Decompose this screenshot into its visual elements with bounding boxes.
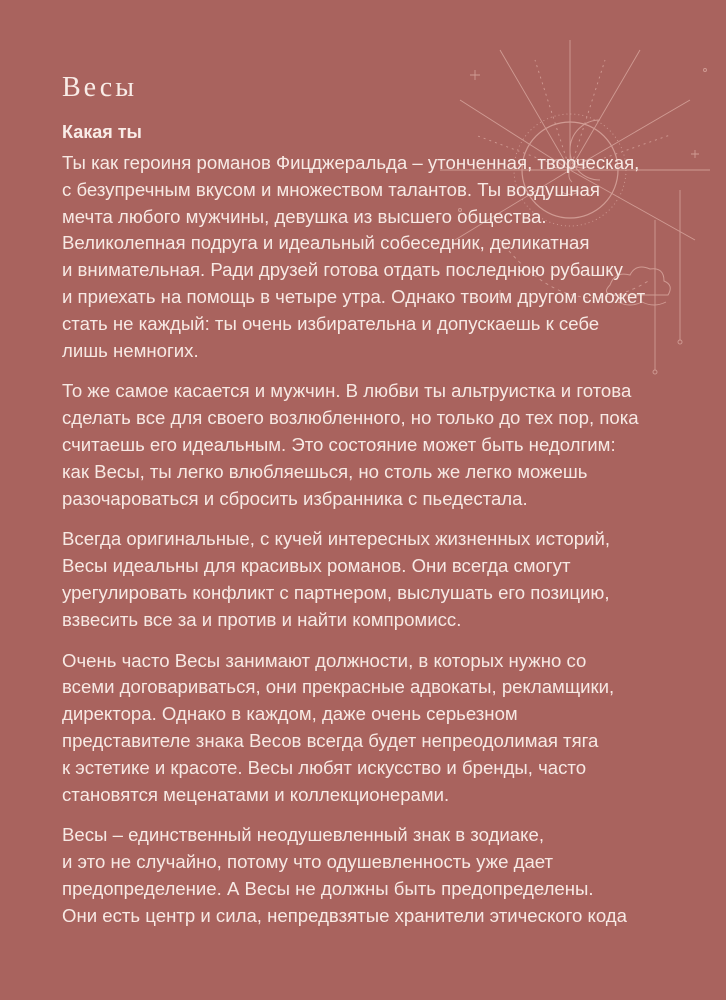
text-line: директора. Однако в каждом, даже очень серьезном bbox=[62, 703, 518, 725]
text-line: лишь немногих. bbox=[62, 339, 199, 361]
paragraph bbox=[62, 378, 672, 512]
text-line: сделать все для своего возлюбленного, но только до тех пор, пока bbox=[62, 407, 639, 429]
text-line: и приехать на помощь в четыре утра. Однако твоим другом сможет bbox=[62, 285, 646, 307]
text-line: как Весы, ты легко влюбляешься, но столь же легко можешь bbox=[62, 460, 588, 482]
text-line: становятся меценатами и коллекционерами. bbox=[62, 783, 450, 805]
text-line: Весы идеальны для красивых романов. Они всегда смогут bbox=[62, 555, 571, 577]
text-line: представителе знака Весов всегда будет непреодолимая тяга bbox=[62, 729, 599, 751]
text-line: и внимательная. Ради друзей готова отдать последнюю рубашку bbox=[62, 259, 623, 281]
text-line: взвесить все за и против и найти компромисс. bbox=[62, 608, 462, 630]
paragraph bbox=[62, 648, 672, 809]
text-line: Они есть центр и сила, непредвзятые хранители этического кода bbox=[62, 904, 627, 926]
paragraph bbox=[62, 150, 672, 364]
text-line: разочароваться и сбросить избранника с пьедестала. bbox=[62, 487, 528, 509]
text-line: предопределение. А Весы не должны быть предопределены. bbox=[62, 877, 594, 899]
text-line: с безупречным вкусом и множеством талантов. Ты воздушная bbox=[62, 178, 600, 200]
paragraph bbox=[62, 822, 672, 929]
text-line: всеми договариваться, они прекрасные адвокаты, рекламщики, bbox=[62, 676, 615, 698]
text-line: считаешь его идеальным. Это состояние может быть недолгим: bbox=[62, 433, 616, 455]
text-line: Очень часто Весы занимают должности, в которых нужно со bbox=[62, 649, 587, 671]
text-line: Ты как героиня романов Фицджеральда – утонченная, творческая, bbox=[62, 152, 640, 173]
section-heading: Какая ты bbox=[62, 122, 142, 142]
paragraph bbox=[62, 526, 672, 633]
text-line: урегулировать конфликт с партнером, выслушать его позицию, bbox=[62, 581, 610, 603]
text-line: мечта любого мужчины, девушка из высшего общества. bbox=[62, 205, 547, 227]
text-line: стать не каждый: ты очень избирательна и допускаешь к себе bbox=[62, 312, 600, 334]
text-line: То же самое касается и мужчин. В любви ты альтруистка и готова bbox=[62, 380, 632, 402]
text-line: Всегда оригинальные, с кучей интересных жизненных историй, bbox=[62, 528, 611, 550]
body-text bbox=[62, 150, 672, 944]
page-title: Весы bbox=[62, 72, 138, 103]
text-line: Великолепная подруга и идеальный собеседник, деликатная bbox=[62, 232, 590, 254]
text-line: к эстетике и красоте. Весы любят искусство и бренды, часто bbox=[62, 756, 587, 778]
text-line: Весы – единственный неодушевленный знак в зодиаке, bbox=[62, 824, 544, 846]
text-line: и это не случайно, потому что одушевленность уже дает bbox=[62, 851, 554, 873]
